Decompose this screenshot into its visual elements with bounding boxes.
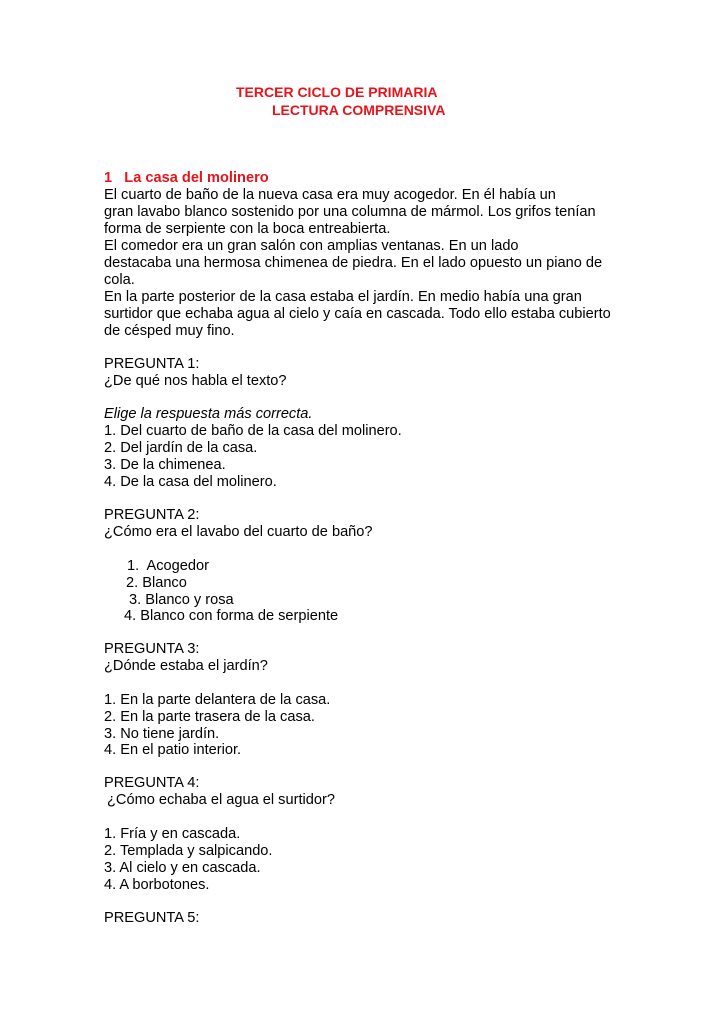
passage-line: El comedor era un gran salón con amplias ventanas. En un lado	[104, 238, 519, 254]
question-2-label: PREGUNTA 2:	[104, 507, 200, 523]
question-4-option: 2. Templada y salpicando.	[104, 843, 273, 859]
passage-line: de césped muy fino.	[104, 323, 235, 339]
passage-line: forma de serpiente con la boca entreabierta.	[104, 221, 391, 237]
question-1-option: 1. Del cuarto de baño de la casa del molinero.	[104, 423, 402, 439]
question-1-option: 4. De la casa del molinero.	[104, 474, 277, 490]
question-1-option: 3. De la chimenea.	[104, 457, 226, 473]
question-3-text: ¿Dónde estaba el jardín?	[104, 658, 268, 674]
question-5-label: PREGUNTA 5:	[104, 910, 200, 926]
section-number: 1	[104, 170, 113, 186]
question-3-option: 4. En el patio interior.	[104, 742, 242, 758]
passage-line: El cuarto de baño de la nueva casa era muy acogedor. En él había un	[104, 187, 556, 203]
question-3-option: 2. En la parte trasera de la casa.	[104, 709, 315, 725]
passage-line: gran lavabo blanco sostenido por una columna de mármol. Los grifos tenían	[104, 204, 596, 220]
question-4-label: PREGUNTA 4:	[104, 775, 200, 791]
question-4-text: ¿Cómo echaba el agua el surtidor?	[107, 792, 335, 808]
question-1-instruction: Elige la respuesta más correcta.	[104, 406, 313, 422]
document-subtitle: LECTURA COMPRENSIVA	[272, 102, 446, 118]
question-4-option: 1. Fría y en cascada.	[104, 826, 241, 842]
section-title: La casa del molinero	[124, 170, 269, 186]
question-1-option: 2. Del jardín de la casa.	[104, 440, 258, 456]
question-2-option: 4. Blanco con forma de serpiente	[124, 608, 339, 624]
passage-line: surtidor que echaba agua al cielo y caía en cascada. Todo ello estaba cubierto	[104, 306, 611, 322]
question-4-option: 4. A borbotones.	[104, 877, 210, 893]
question-3-label: PREGUNTA 3:	[104, 641, 200, 657]
question-1-label: PREGUNTA 1:	[104, 356, 200, 372]
question-2-option: 1. Acogedor	[127, 558, 209, 574]
passage-line: cola.	[104, 272, 135, 288]
document-title: TERCER CICLO DE PRIMARIA	[236, 84, 438, 100]
section-heading	[104, 170, 269, 187]
question-3-option: 3. No tiene jardín.	[104, 726, 220, 742]
passage-line: En la parte posterior de la casa estaba el jardín. En medio había una gran	[104, 289, 582, 305]
passage-line: destacaba una hermosa chimenea de piedra. En el lado opuesto un piano de	[104, 255, 603, 271]
question-1-text: ¿De qué nos habla el texto?	[104, 373, 287, 389]
question-2-option: 2. Blanco	[126, 575, 187, 591]
question-2-option: 3. Blanco y rosa	[129, 592, 234, 608]
question-2-text: ¿Cómo era el lavabo del cuarto de baño?	[104, 524, 373, 540]
question-3-option: 1. En la parte delantera de la casa.	[104, 692, 331, 708]
question-4-option: 3. Al cielo y en cascada.	[104, 860, 261, 876]
